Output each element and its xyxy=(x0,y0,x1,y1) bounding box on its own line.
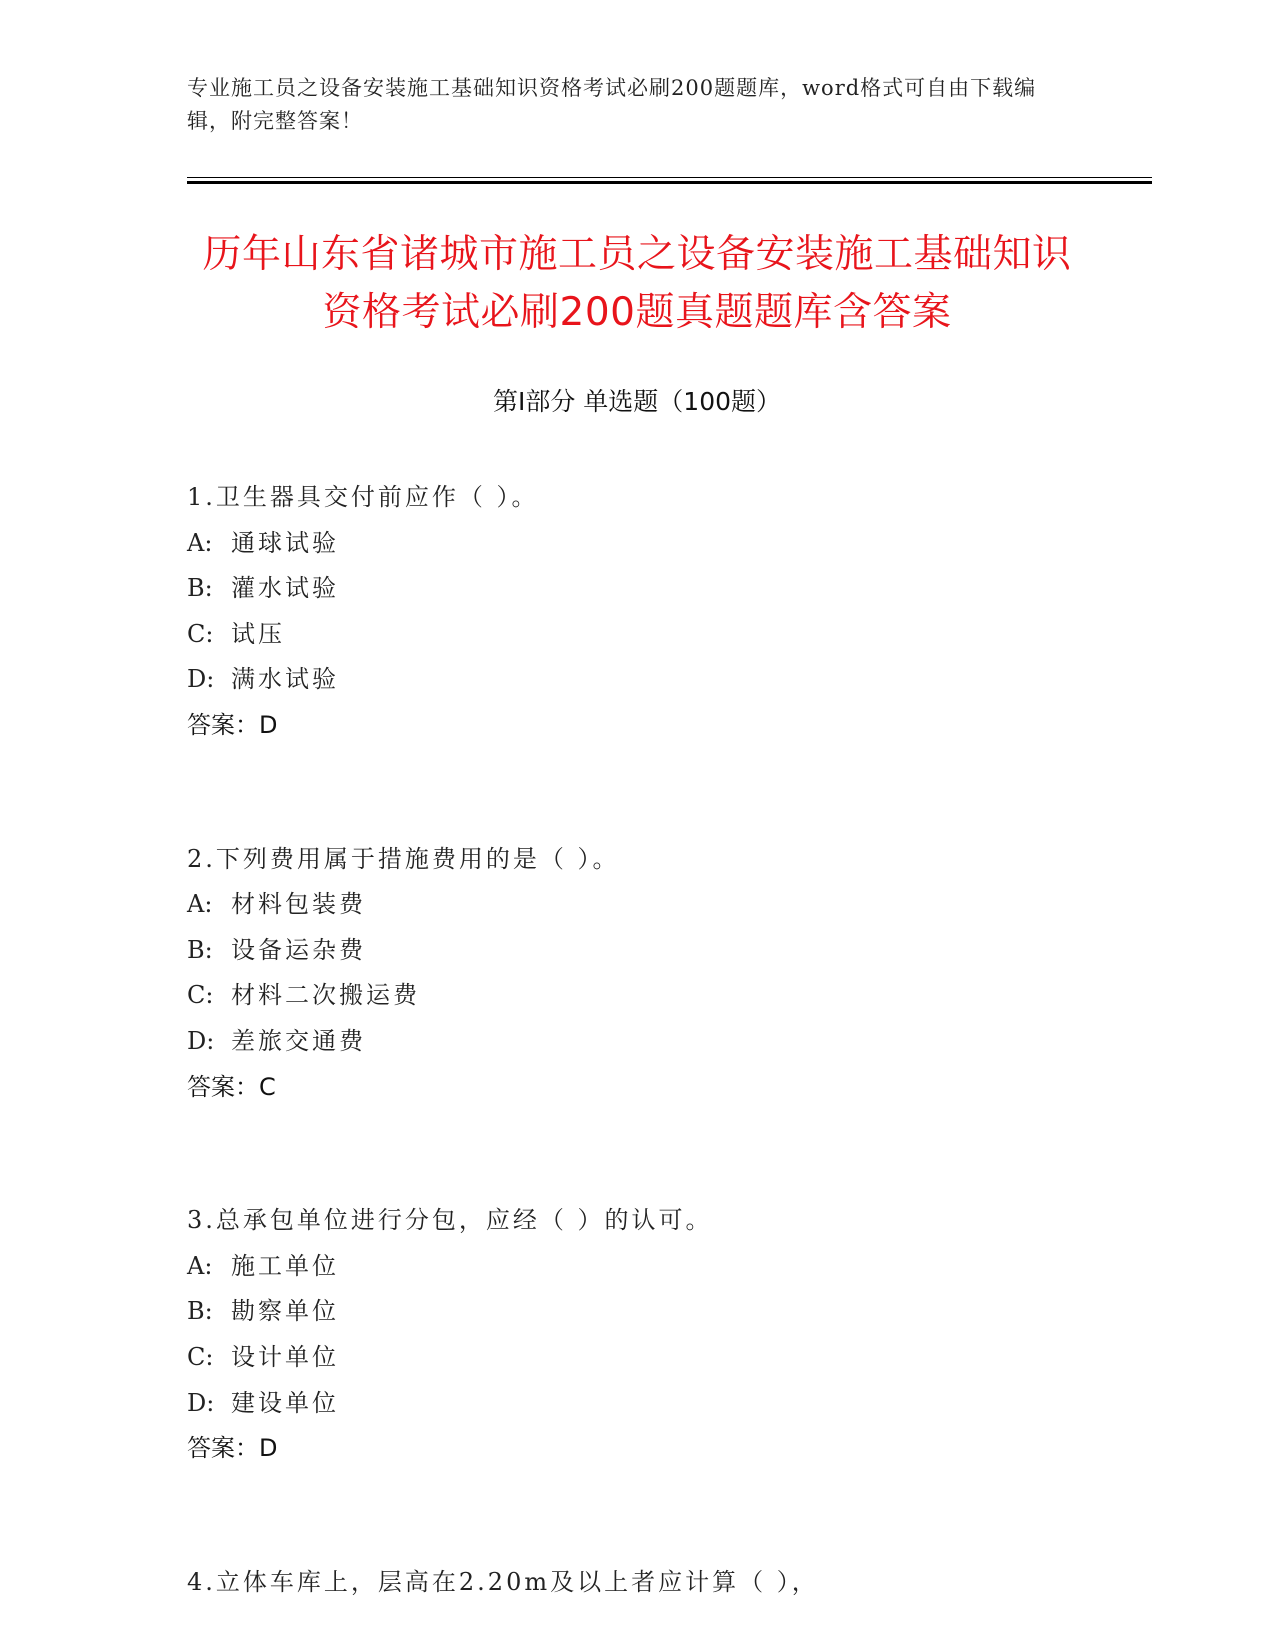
option-b xyxy=(187,928,1137,974)
option-text: 材料包装费 xyxy=(231,890,366,919)
option-text: 材料二次搬运费 xyxy=(231,981,420,1010)
option-letter: B: xyxy=(187,1297,213,1326)
question-stem: 4.立体车库上，层高在2.20m及以上者应计算（ ）， xyxy=(187,1567,819,1596)
option-text: 通球试验 xyxy=(231,528,339,557)
option-text: 建设单位 xyxy=(231,1388,339,1417)
answer: 答案：D xyxy=(187,710,278,739)
option-b xyxy=(187,1289,1137,1335)
spacer xyxy=(187,1472,1137,1560)
question-2 xyxy=(187,837,1137,1111)
option-text: 满水试验 xyxy=(231,665,339,694)
option-letter: A: xyxy=(187,890,213,919)
option-text: 差旅交通费 xyxy=(231,1026,366,1055)
option-text: 灌水试验 xyxy=(231,574,339,603)
option-letter: D: xyxy=(187,665,215,694)
option-letter: A: xyxy=(187,1251,213,1280)
option-letter: C: xyxy=(187,981,214,1010)
option-text: 设计单位 xyxy=(231,1342,339,1371)
option-a xyxy=(187,1244,1137,1290)
option-letter: D: xyxy=(187,1388,215,1417)
header-divider-thick xyxy=(187,181,1152,184)
header-divider-thin xyxy=(187,177,1152,178)
question-3 xyxy=(187,1198,1137,1472)
option-a xyxy=(187,521,1137,567)
section-heading: 第Ⅰ部分 单选题（100题） xyxy=(492,387,782,416)
document-title: 历年山东省诸城市施工员之设备安装施工基础知识资格考试必刷200题真题题库含答案 xyxy=(202,232,1072,335)
option-text: 试压 xyxy=(231,619,285,648)
option-b xyxy=(187,566,1137,612)
option-d xyxy=(187,657,1137,703)
option-text: 勘察单位 xyxy=(231,1297,339,1326)
header-note: 专业施工员之设备安装施工基础知识资格考试必刷200题题库，word格式可自由下载编辑，附完整答案！ xyxy=(187,76,1037,133)
question-list xyxy=(187,475,1137,1605)
option-letter: D: xyxy=(187,1026,215,1055)
option-letter: C: xyxy=(187,619,214,648)
option-c xyxy=(187,1335,1137,1381)
question-stem: 1.卫生器具交付前应作（ ）。 xyxy=(187,483,539,511)
option-letter: C: xyxy=(187,1342,214,1371)
spacer xyxy=(187,1110,1137,1198)
option-text: 设备运杂费 xyxy=(231,935,366,964)
spacer xyxy=(187,749,1137,837)
answer: 答案：C xyxy=(187,1072,276,1101)
option-c xyxy=(187,973,1137,1019)
answer: 答案：D xyxy=(187,1434,278,1463)
option-d xyxy=(187,1381,1137,1427)
question-1 xyxy=(187,475,1137,749)
option-a xyxy=(187,882,1137,928)
option-d xyxy=(187,1019,1137,1065)
option-letter: A: xyxy=(187,528,213,557)
question-stem: 3.总承包单位进行分包，应经（ ）的认可。 xyxy=(187,1206,713,1235)
option-c xyxy=(187,612,1137,658)
option-letter: B: xyxy=(187,574,213,603)
option-letter: B: xyxy=(187,935,213,964)
question-4 xyxy=(187,1560,1137,1606)
question-stem: 2.下列费用属于措施费用的是（ ）。 xyxy=(187,844,620,873)
option-text: 施工单位 xyxy=(231,1251,339,1280)
